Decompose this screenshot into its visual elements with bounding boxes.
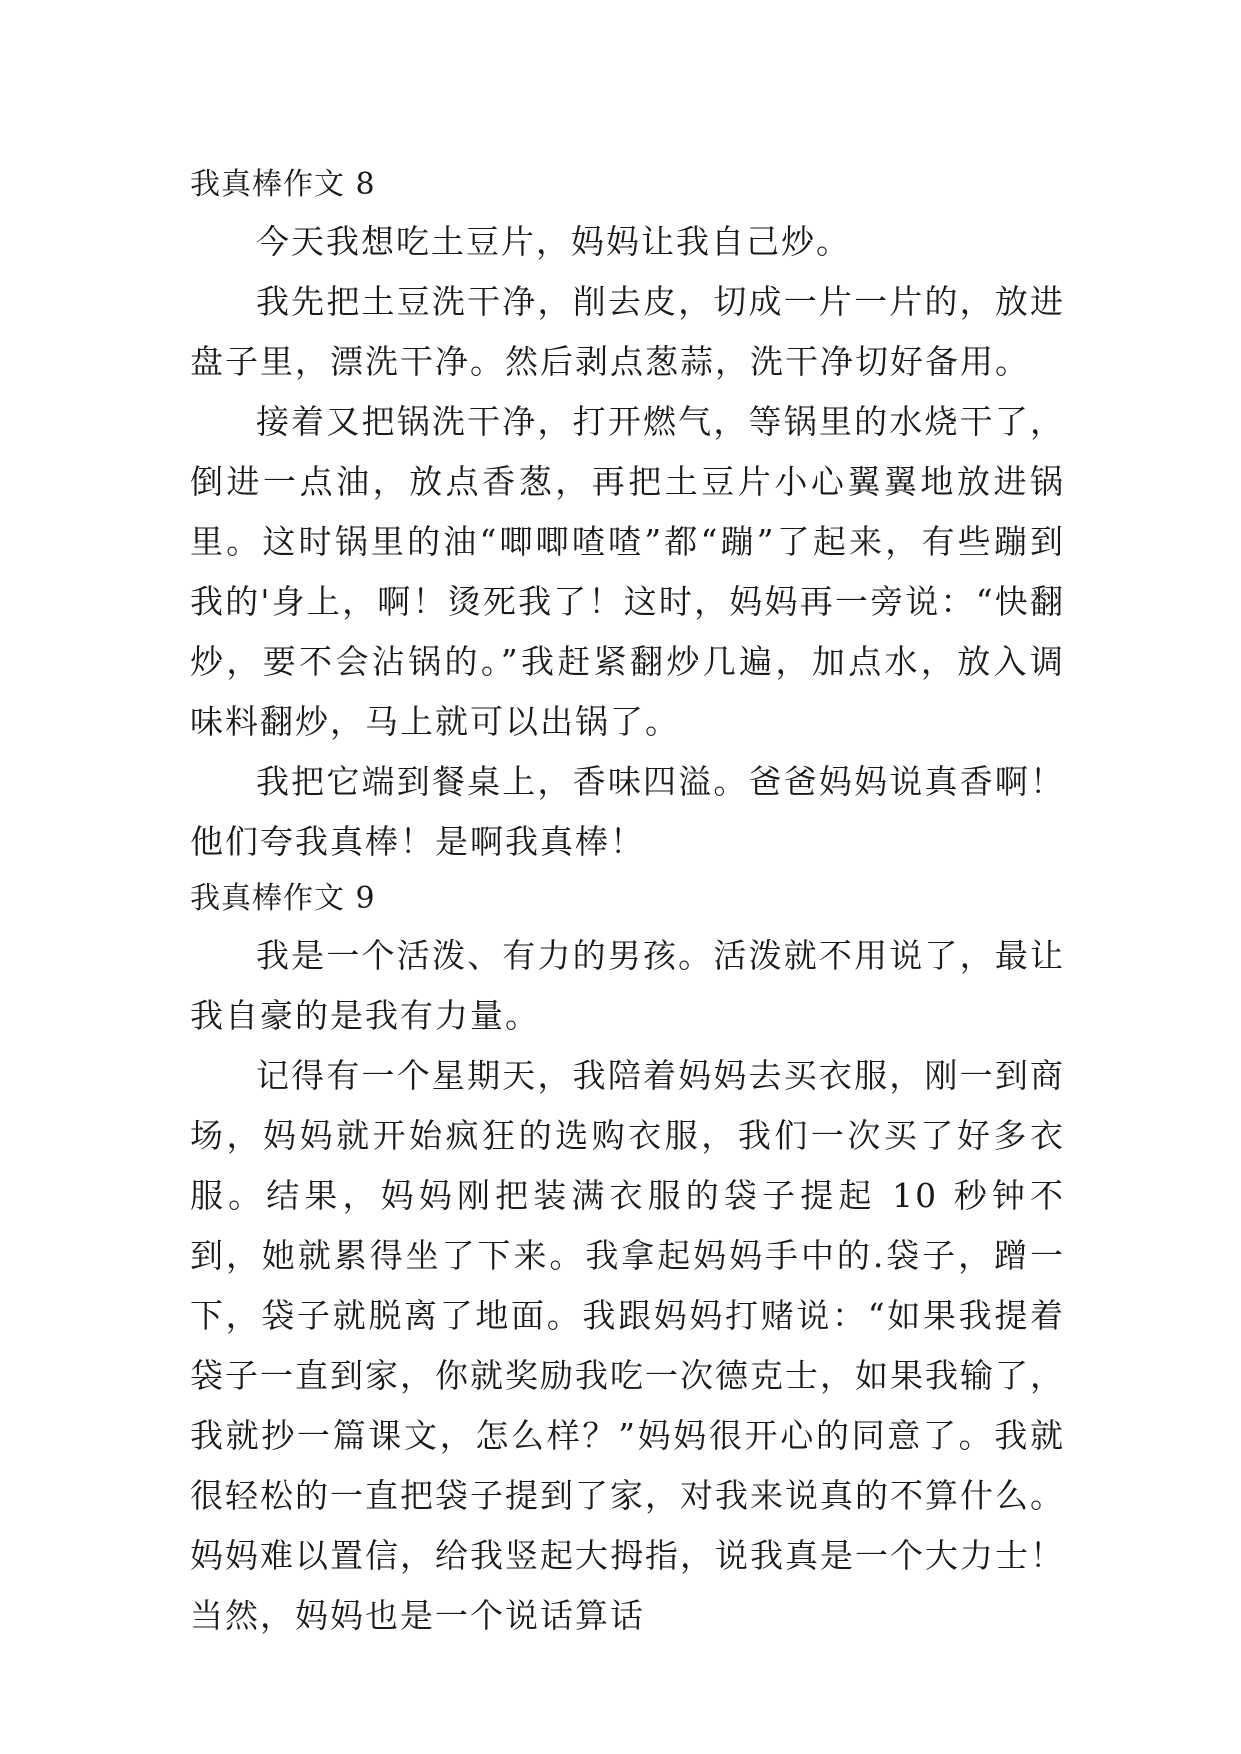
document-body [190,158,1065,1646]
essay-title: 我真棒作文 9 [190,881,376,916]
paragraph: 今天我想吃土豆片，妈妈让我自己炒。 [256,222,851,261]
paragraph: 记得有一个星期天，我陪着妈妈去买衣服，刚一到商场，妈妈就开始疯狂的选购衣服，我们一次买了好多衣服。结果，妈妈刚把装满衣服的袋子提起 10 秒钟不到，她就累得坐了下来。我拿起妈妈手中的.袋子，蹭一下，袋子就脱离了地面。我跟妈妈打赌说：“如果我提着袋子一直到家，你就奖励我吃一次德克士，如果我输了，我就抄一篇课文，怎么样？”妈妈很开心的同意了。我就很轻松的一直把袋子提到了家，对我来说真的不算什么。妈妈难以置信，给我竖起大拇指，说我真是一个大力士！当然，妈妈也是一个说话算话 [190,1056,1065,1635]
paragraph: 接着又把锅洗干净，打开燃气，等锅里的水烧干了，倒进一点油，放点香葱，再把土豆片小心翼翼地放进锅里。这时锅里的油“唧唧喳喳”都“蹦”了起来，有些蹦到我的'身上，啊！烫死我了！这时，妈妈再一旁说：“快翻炒，要不会沾锅的。”我赶紧翻炒几遍，加点水，放入调味料翻炒，马上就可以出锅了。 [190,402,1065,741]
essay-section-8 [190,158,1065,872]
paragraph: 我先把土豆洗干净，削去皮，切成一片一片的，放进盘子里，漂洗干净。然后剥点葱蒜，洗干净切好备用。 [190,282,1065,381]
paragraph: 我把它端到餐桌上，香味四溢。爸爸妈妈说真香啊！他们夸我真棒！是啊我真棒！ [190,762,1065,861]
paragraph: 我是一个活泼、有力的男孩。活泼就不用说了，最让我自豪的是我有力量。 [190,936,1065,1035]
essay-section-9 [190,872,1065,1646]
essay-title: 我真棒作文 8 [190,167,376,202]
